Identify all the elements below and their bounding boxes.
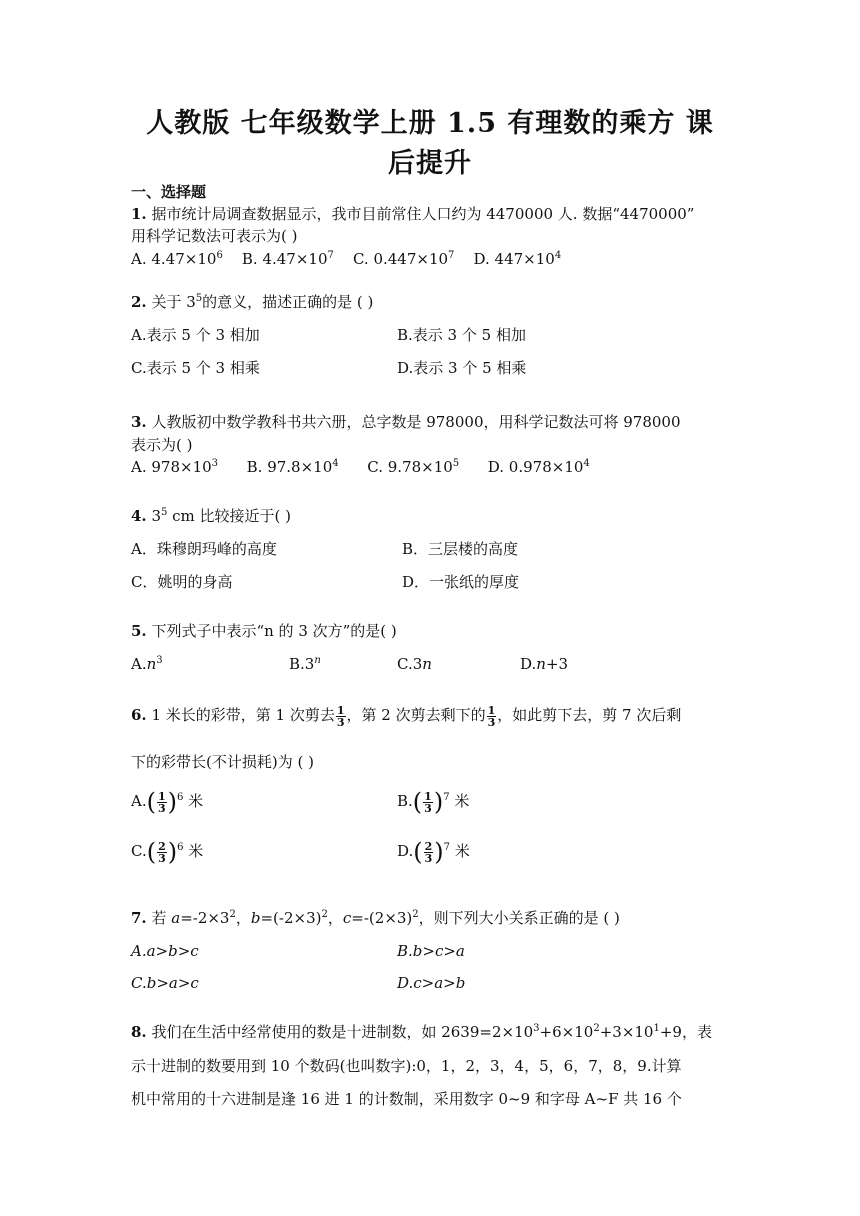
q2-option-d: D.表示 3 个 5 相乘 — [397, 359, 527, 377]
q4-option-c: C．姚明的身高 — [131, 573, 233, 591]
q3-option-d: D. $0.978\times 10^4$ — [487, 458, 590, 476]
q3-stem-line1: 3. 人教版初中数学教科书共六册，总字数是 978000，用科学记数法可将 978000 — [131, 413, 681, 431]
q8-stem-line1: 8. 我们在生活中经常使用的数是十进制数，如 $2639=2\times 10^3+6\times 10^2+3\times 10^1+9$，表 — [131, 1023, 712, 1041]
fraction-one-third: $\frac{1}{3}$ — [487, 703, 496, 729]
q6-option-d: D. ( $\frac{2}{3}$ ) $^7$ 米 — [397, 838, 470, 866]
q4-option-b: B．三层楼的高度 — [402, 540, 519, 558]
q4-stem: 4. $3^5$ cm 比较接近于( ) — [131, 507, 292, 525]
q8-stem-line2: 示十进制的数要用到 10 个数码(也叫数字):0，1，2，3，4，5，6，7，8，9.计算 — [131, 1057, 682, 1075]
q5-option-c: C.3n — [397, 655, 432, 673]
q2-option-a: A.表示 5 个 3 相加 — [131, 326, 260, 344]
q2-option-b: B.表示 3 个 5 相加 — [397, 326, 526, 344]
q7-option-a: A.a>b>c — [131, 942, 199, 960]
q7-option-b: B.b>c>a — [397, 942, 465, 960]
q5-option-b: B.3$^n$ — [289, 655, 321, 673]
q1-option-d: D. $447\times 10^4$ — [473, 250, 562, 268]
q7-option-d: D.c>a>b — [397, 974, 466, 992]
q6-option-b: B. ( $\frac{1}{3}$ ) $^7$ 米 — [397, 788, 470, 816]
q4-option-d: D．一张纸的厚度 — [402, 573, 520, 591]
q2-option-c: C.表示 5 个 3 相乘 — [131, 359, 260, 377]
q3-options — [131, 456, 590, 478]
q7-option-c: C.b>a>c — [131, 974, 199, 992]
q5-option-a: $A.n^3$ — [131, 655, 163, 673]
q6-stem-line2: 下的彩带长(不计损耗)为 ( ) — [131, 753, 314, 771]
q3-stem-line2: 表示为( ) — [131, 436, 193, 454]
q6-stem-line1: 6. 1 米长的彩带，第 1 次剪去 $\frac{1}{3}$ ，第 2 次剪去剩下的 $\frac{1}{3}$ ，如此剪下去，剪 7 次后剩 — [131, 703, 682, 729]
q6-option-c: C. ( $\frac{2}{3}$ ) $^6$ 米 — [131, 838, 204, 866]
q5-stem: 5. 下列式子中表示“n 的 3 次方”的是( ) — [131, 622, 397, 640]
document-title: 人教版 七年级数学上册 1.5 有理数的乘方 课 后提升 — [146, 108, 714, 179]
q1-stem-line1: 1. 据市统计局调查数据显示，我市目前常住人口约为 4470000 人. 数据“4470000” — [131, 205, 695, 223]
q3-option-a: A. $978\times 10^3$ — [131, 458, 219, 476]
q4-option-a: A．珠穆朗玛峰的高度 — [131, 540, 277, 558]
q1-stem-line2: 用科学记数法可表示为( ) — [131, 227, 298, 245]
q1-options — [131, 248, 561, 270]
section-heading: 一、选择题 — [131, 183, 207, 201]
q3-option-b: B. $97.8\times 10^4$ — [246, 458, 339, 476]
fraction-one-third: $\frac{1}{3}$ — [336, 703, 345, 729]
q2-stem: 2. 关于 $3^5$的意义，描述正确的是 ( ) — [131, 293, 374, 311]
q5-option-d: D.n+3 — [520, 655, 569, 673]
q6-option-a: A. ( $\frac{1}{3}$ ) $^6$ 米 — [131, 788, 204, 816]
q3-option-c: C. $9.78\times 10^5$ — [367, 458, 460, 476]
q1-option-a: A. $4.47\times 10^6$ — [131, 250, 223, 268]
q7-stem: 7. 若 $a=-2\times 3^2$，$b=(-2\times 3)^2$，$c=-(2\times 3)^2$，则下列大小关系正确的是 ( ) — [131, 909, 620, 927]
q8-stem-line3: 机中常用的十六进制是逢 16 进 1 的计数制，采用数字 0~9 和字母 A~F 共 16 个 — [131, 1090, 682, 1108]
q1-option-b: B. $4.47\times 10^7$ — [241, 250, 334, 268]
q1-option-c: C. $0.447\times 10^7$ — [352, 250, 455, 268]
